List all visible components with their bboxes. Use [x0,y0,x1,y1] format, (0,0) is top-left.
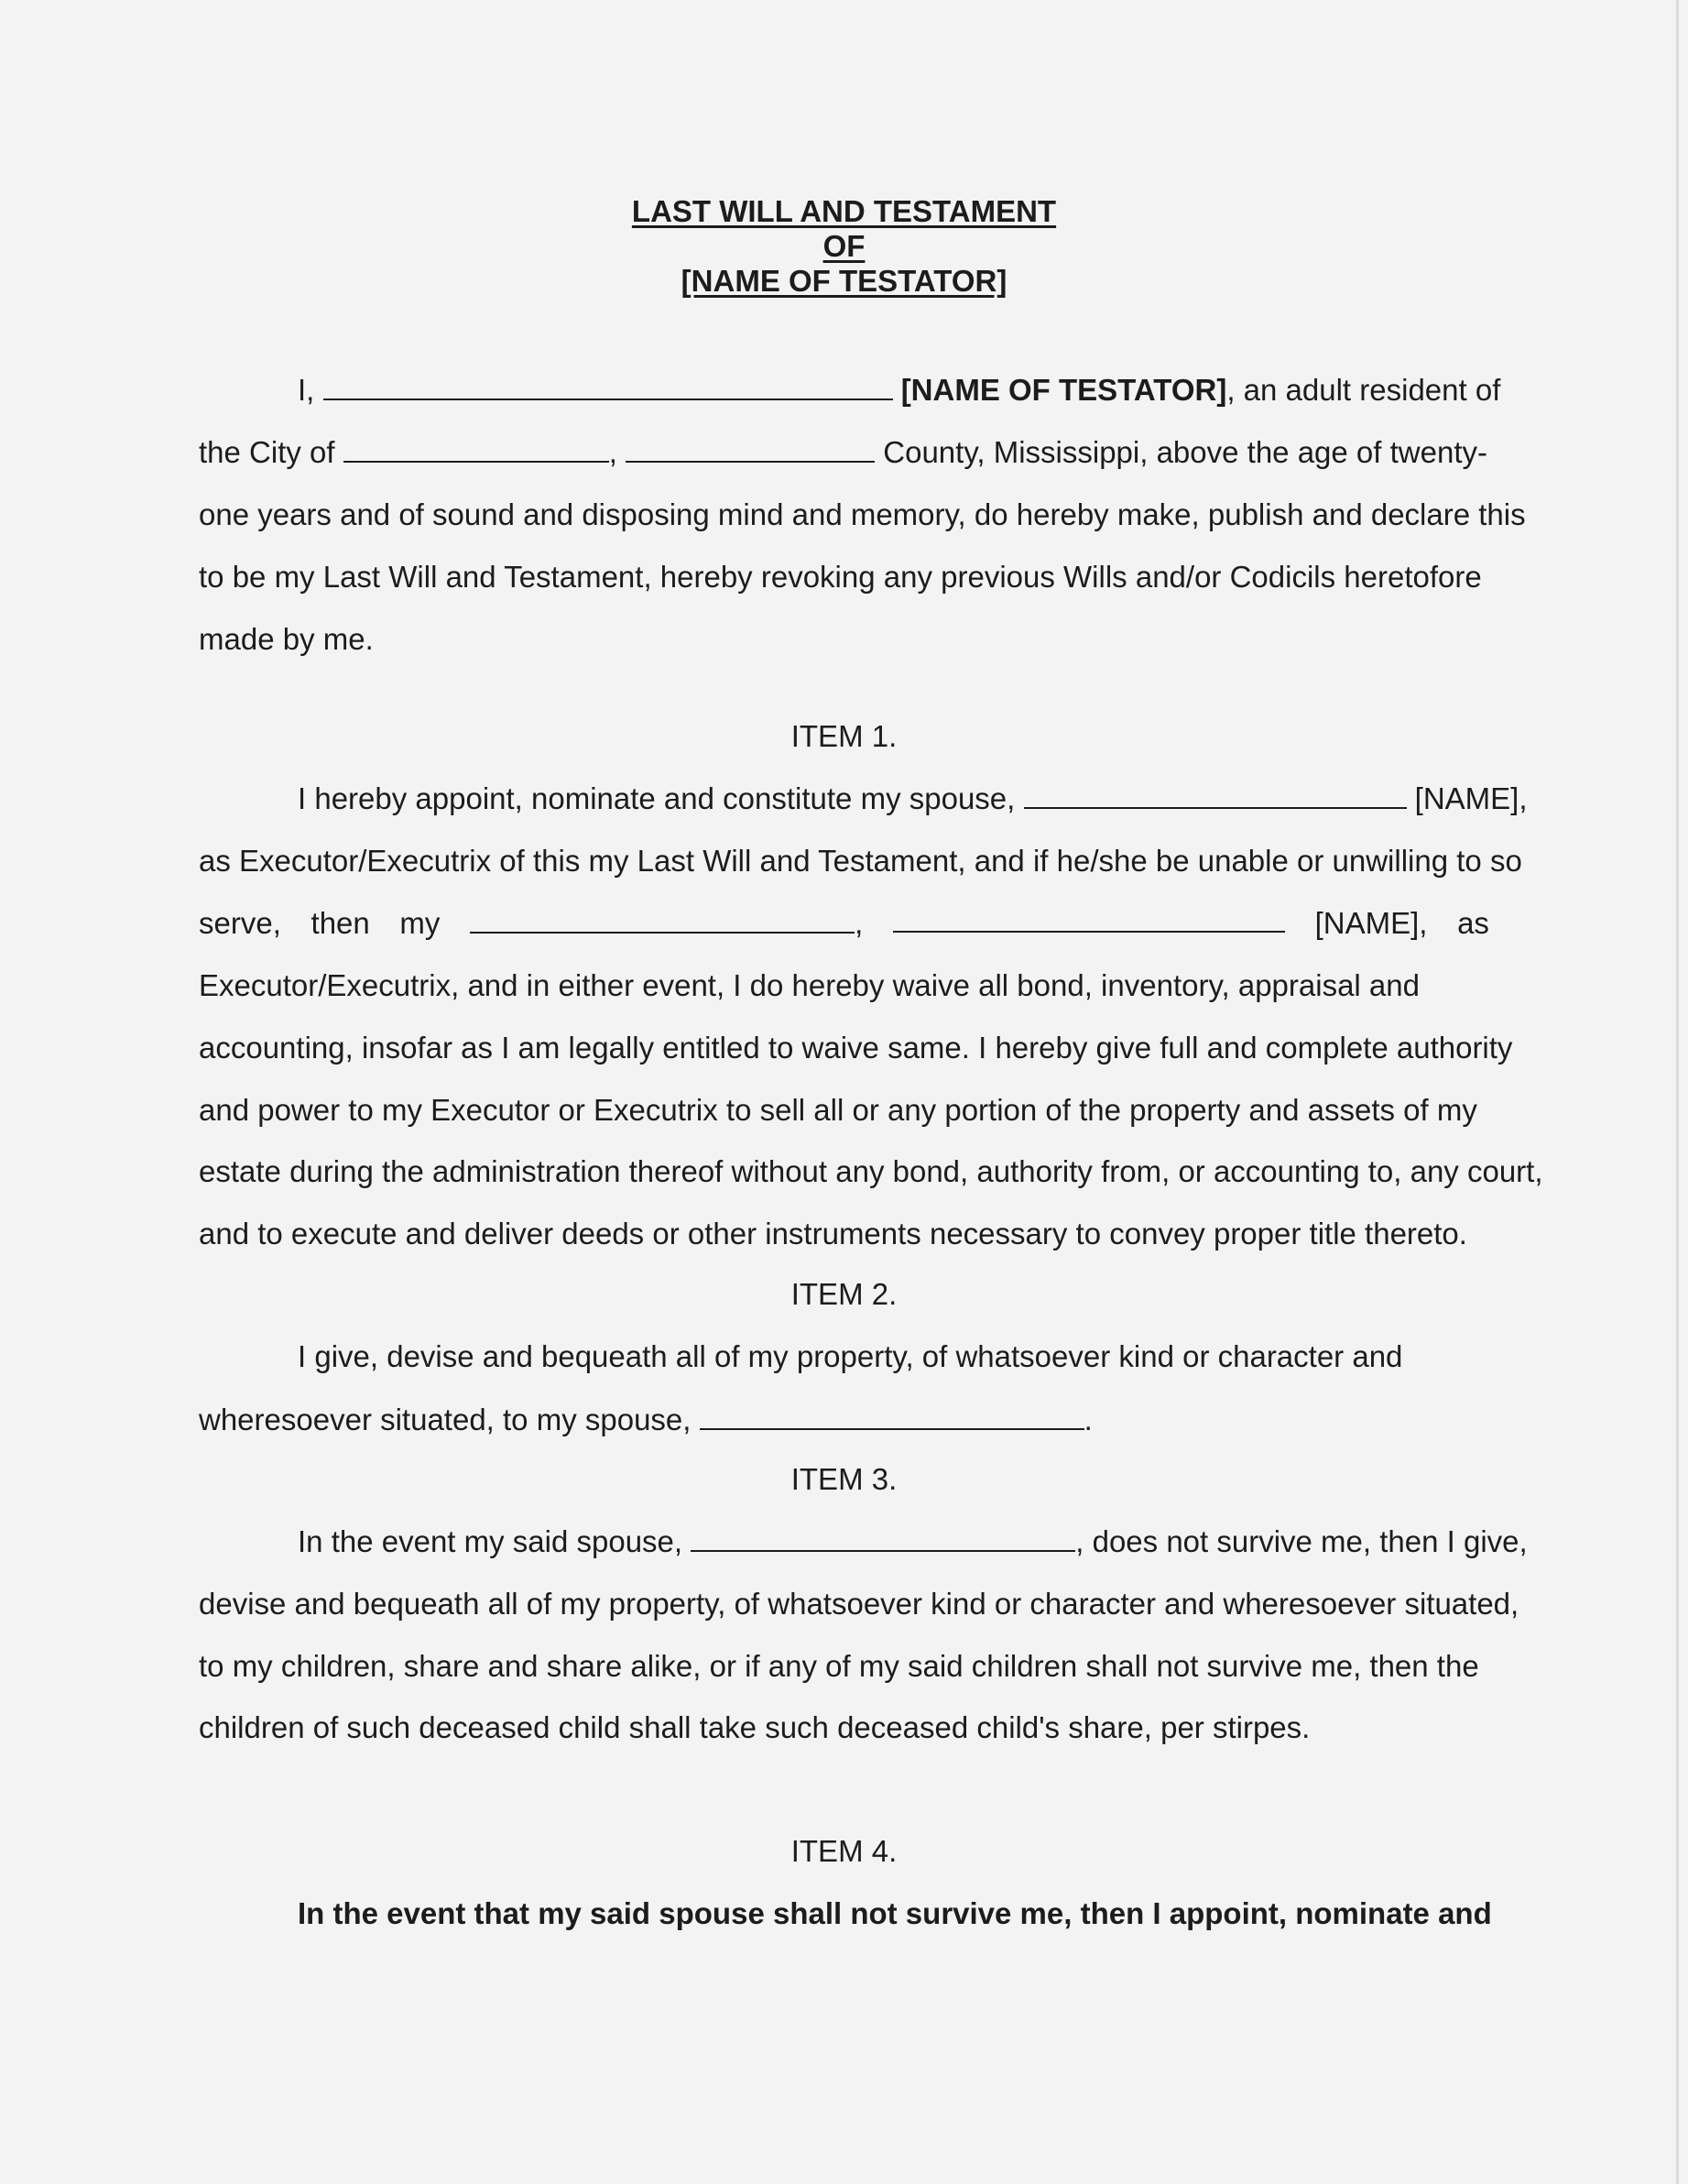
item-4-heading: ITEM 4. [790,1834,898,1868]
page-edge [1676,0,1679,2184]
county-blank[interactable] [626,435,875,463]
title-line-3: [NAME OF TESTATOR] [681,264,1007,298]
item-2-situated: wheresoever situated, to my spouse, [199,1403,692,1436]
item-1-line-7: estate during the administration thereof without any bond, authority from, or accounting to, any court, [199,1154,1543,1188]
document-title [0,194,1688,299]
intro-i: I, [298,373,315,407]
title-line-1: LAST WILL AND TESTAMENT [631,194,1057,228]
item-1-name-2: [NAME], [1314,906,1428,940]
item-3-line-4: children of such deceased child shall take such deceased child's share, per stirpes. [199,1710,1311,1744]
item-1-heading: ITEM 1. [790,719,898,753]
item-1-name: [NAME], [1414,781,1528,815]
city-blank[interactable] [343,435,609,463]
item-2-heading: ITEM 2. [790,1277,898,1311]
intro-resident: , an adult resident of [1226,373,1501,407]
item-2-line-2 [199,1402,1489,1438]
relationship-blank[interactable] [470,906,855,934]
title-line-2: OF [822,229,866,263]
intro-line-5: made by me. [199,622,374,656]
item-1-line-2: as Executor/Executrix of this my Last Will and Testament, and if he/she be unable or unwilling to so [199,844,1522,878]
item-1-appoint: I hereby appoint, nominate and constitute my spouse, [298,781,1016,815]
item-4-line-1: In the event that my said spouse shall not survive me, then I appoint, nominate and [298,1896,1492,1930]
item-2-line-1: I give, devise and bequeath all of my property, of whatsoever kind or character and [298,1339,1403,1373]
item-3-line-1 [199,1523,1528,1560]
item-1-line-5: accounting, insofar as I am legally entitled to waive same. I hereby give full and complete authority [199,1031,1513,1065]
item-1-line-3 [199,905,1489,942]
item-3-heading: ITEM 3. [790,1462,898,1496]
testator-name-blank[interactable] [323,373,893,400]
item-1-then: then [310,906,370,940]
item-1-line-1 [199,781,1528,817]
item-1-line-4: Executor/Executrix, and in either event, I do hereby waive all bond, inventory, appraisal and [199,968,1420,1002]
intro-line-1 [199,372,1501,409]
item-1-comma: , [855,906,864,940]
intro-line-3: one years and of sound and disposing mind and memory, do hereby make, publish and declare this [199,497,1526,531]
intro-line-2 [199,434,1489,471]
intro-city-of: the City of [199,435,335,469]
item-3-line-2: devise and bequeath all of my property, of whatsoever kind or character and wheresoever situated, [199,1587,1519,1621]
testator-name-placeholder: [NAME OF TESTATOR] [900,373,1227,407]
item-2-period: . [1084,1403,1093,1436]
intro-county: County, Mississippi, above the age of twenty- [883,435,1487,469]
item-1-line-8: and to execute and deliver deeds or other instruments necessary to convey proper title thereto. [199,1217,1467,1250]
item-1-my: my [399,906,441,940]
item-3-line-3: to my children, share and share alike, or if any of my said children shall not survive me, then the [199,1649,1479,1683]
item-3-event: In the event my said spouse, [298,1524,683,1558]
spouse-survival-blank[interactable] [691,1524,1075,1552]
spouse-beneficiary-blank[interactable] [700,1403,1084,1430]
item-3-survive: , does not survive me, then I give, [1075,1524,1528,1558]
intro-line-4: to be my Last Will and Testament, hereby revoking any previous Wills and/or Codicils heretofore [199,560,1482,594]
item-1-serve: serve, [199,906,281,940]
item-1-as: as [1457,906,1489,940]
item-1-line-6: and power to my Executor or Executrix to sell all or any portion of the property and assets of my [199,1093,1477,1127]
spouse-name-blank[interactable] [1024,781,1407,809]
intro-comma: , [608,435,617,469]
alternate-executor-blank[interactable] [893,905,1285,933]
